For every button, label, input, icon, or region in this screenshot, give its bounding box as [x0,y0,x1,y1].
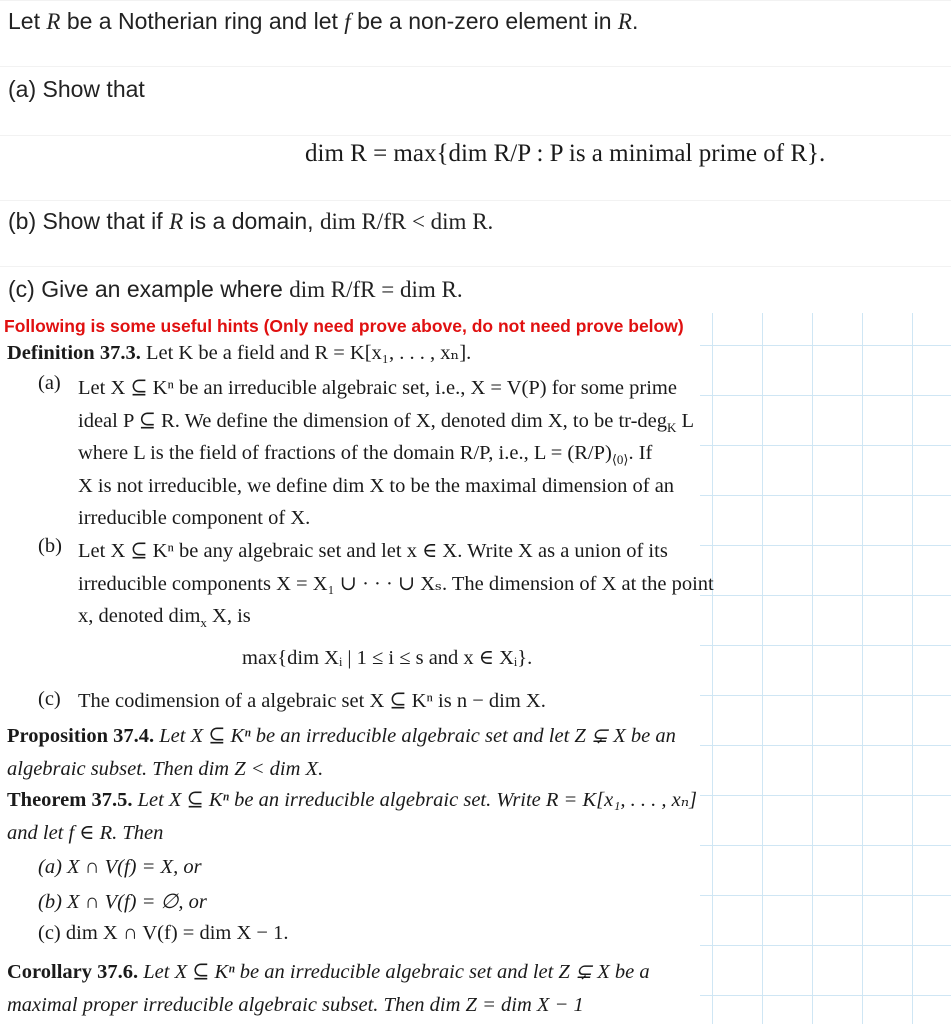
problem-intro: Let R be a Notherian ring and let f be a non-zero element in R. [8,8,639,34]
corollary: Corollary 37.6. Let X ⊆ Kⁿ be an irreducible algebraic set and let Z ⊊ X be a maximal proper irreducible algebraic subset. Then dim Z = dim X − 1 [7,961,650,1016]
grid-line [700,995,951,996]
definition-c-label: (c) [38,688,61,710]
grid-line [700,695,951,696]
grid-line [700,945,951,946]
definition-b-label: (b) [38,535,62,557]
grid-line [0,66,951,67]
part-c: (c) Give an example where dim R/fR = dim R. [8,276,463,302]
grid-line [700,895,951,896]
part-a-formula: dim R = max{dim R/P : P is a minimal prime of R}. [305,140,826,167]
grid-line [862,313,863,1024]
grid-line [0,0,951,1]
hint-banner: Following is some useful hints (Only need prove above, do not need prove below) [4,316,684,336]
grid-line [700,795,951,796]
theorem: Theorem 37.5. Let X ⊆ Kⁿ be an irreducible algebraic set. Write R = K[x₁, . . . , xₙ] and let f ∈ R. Then [7,789,698,844]
grid-line [700,645,951,646]
grid-line [0,266,951,267]
part-a-label: (a) Show that [8,76,145,102]
definition-heading: Definition 37.3. Let K be a field and R = K[x₁, . . . , xₙ]. [7,342,472,364]
grid-line [700,845,951,846]
part-b: (b) Show that if R is a domain, dim R/fR < dim R. [8,208,494,234]
theorem-b: (b) X ∩ V(f) = ∅, or [38,891,207,913]
theorem-a: (a) X ∩ V(f) = X, or [38,856,202,878]
definition-a-label: (a) [38,372,61,394]
definition-b-text: Let X ⊆ Kⁿ be any algebraic set and let x ∈ X. Write X as a union of its irreducible components X = X₁ ∪ · · · ∪ Xₛ. The dimension of X at the point x, denoted dim$_x$ X, is [78,540,714,631]
grid-line [0,135,951,136]
proposition: Proposition 37.4. Let X ⊆ Kⁿ be an irreducible algebraic set and let Z ⊊ X be an algebraic subset. Then dim Z < dim X. [7,725,676,780]
grid-line [700,745,951,746]
theorem-c: (c) dim X ∩ V(f) = dim X − 1. [38,922,289,944]
definition-a-text: Let X ⊆ Kⁿ be an irreducible algebraic set, i.e., X = V(P) for some prime ideal P ⊆ R. We define the dimension of X, denoted dim X, to be tr-deg$_K$ L where L is the field of fractions of the domain R/P, i.e., $L = (R/P)_{⟨0⟩}$. If X is not irreducible, we define dim X to be the maximal dimension of an irreducible component of X. [78,377,695,529]
grid-line [0,200,951,201]
grid-line [700,345,951,346]
definition-c-text: The codimension of a algebraic set X ⊆ Kⁿ is n − dim X. [78,690,546,712]
grid-line [912,313,913,1024]
definition-b-formula: max{dim Xᵢ | 1 ≤ i ≤ s and x ∈ Xᵢ}. [242,647,533,669]
